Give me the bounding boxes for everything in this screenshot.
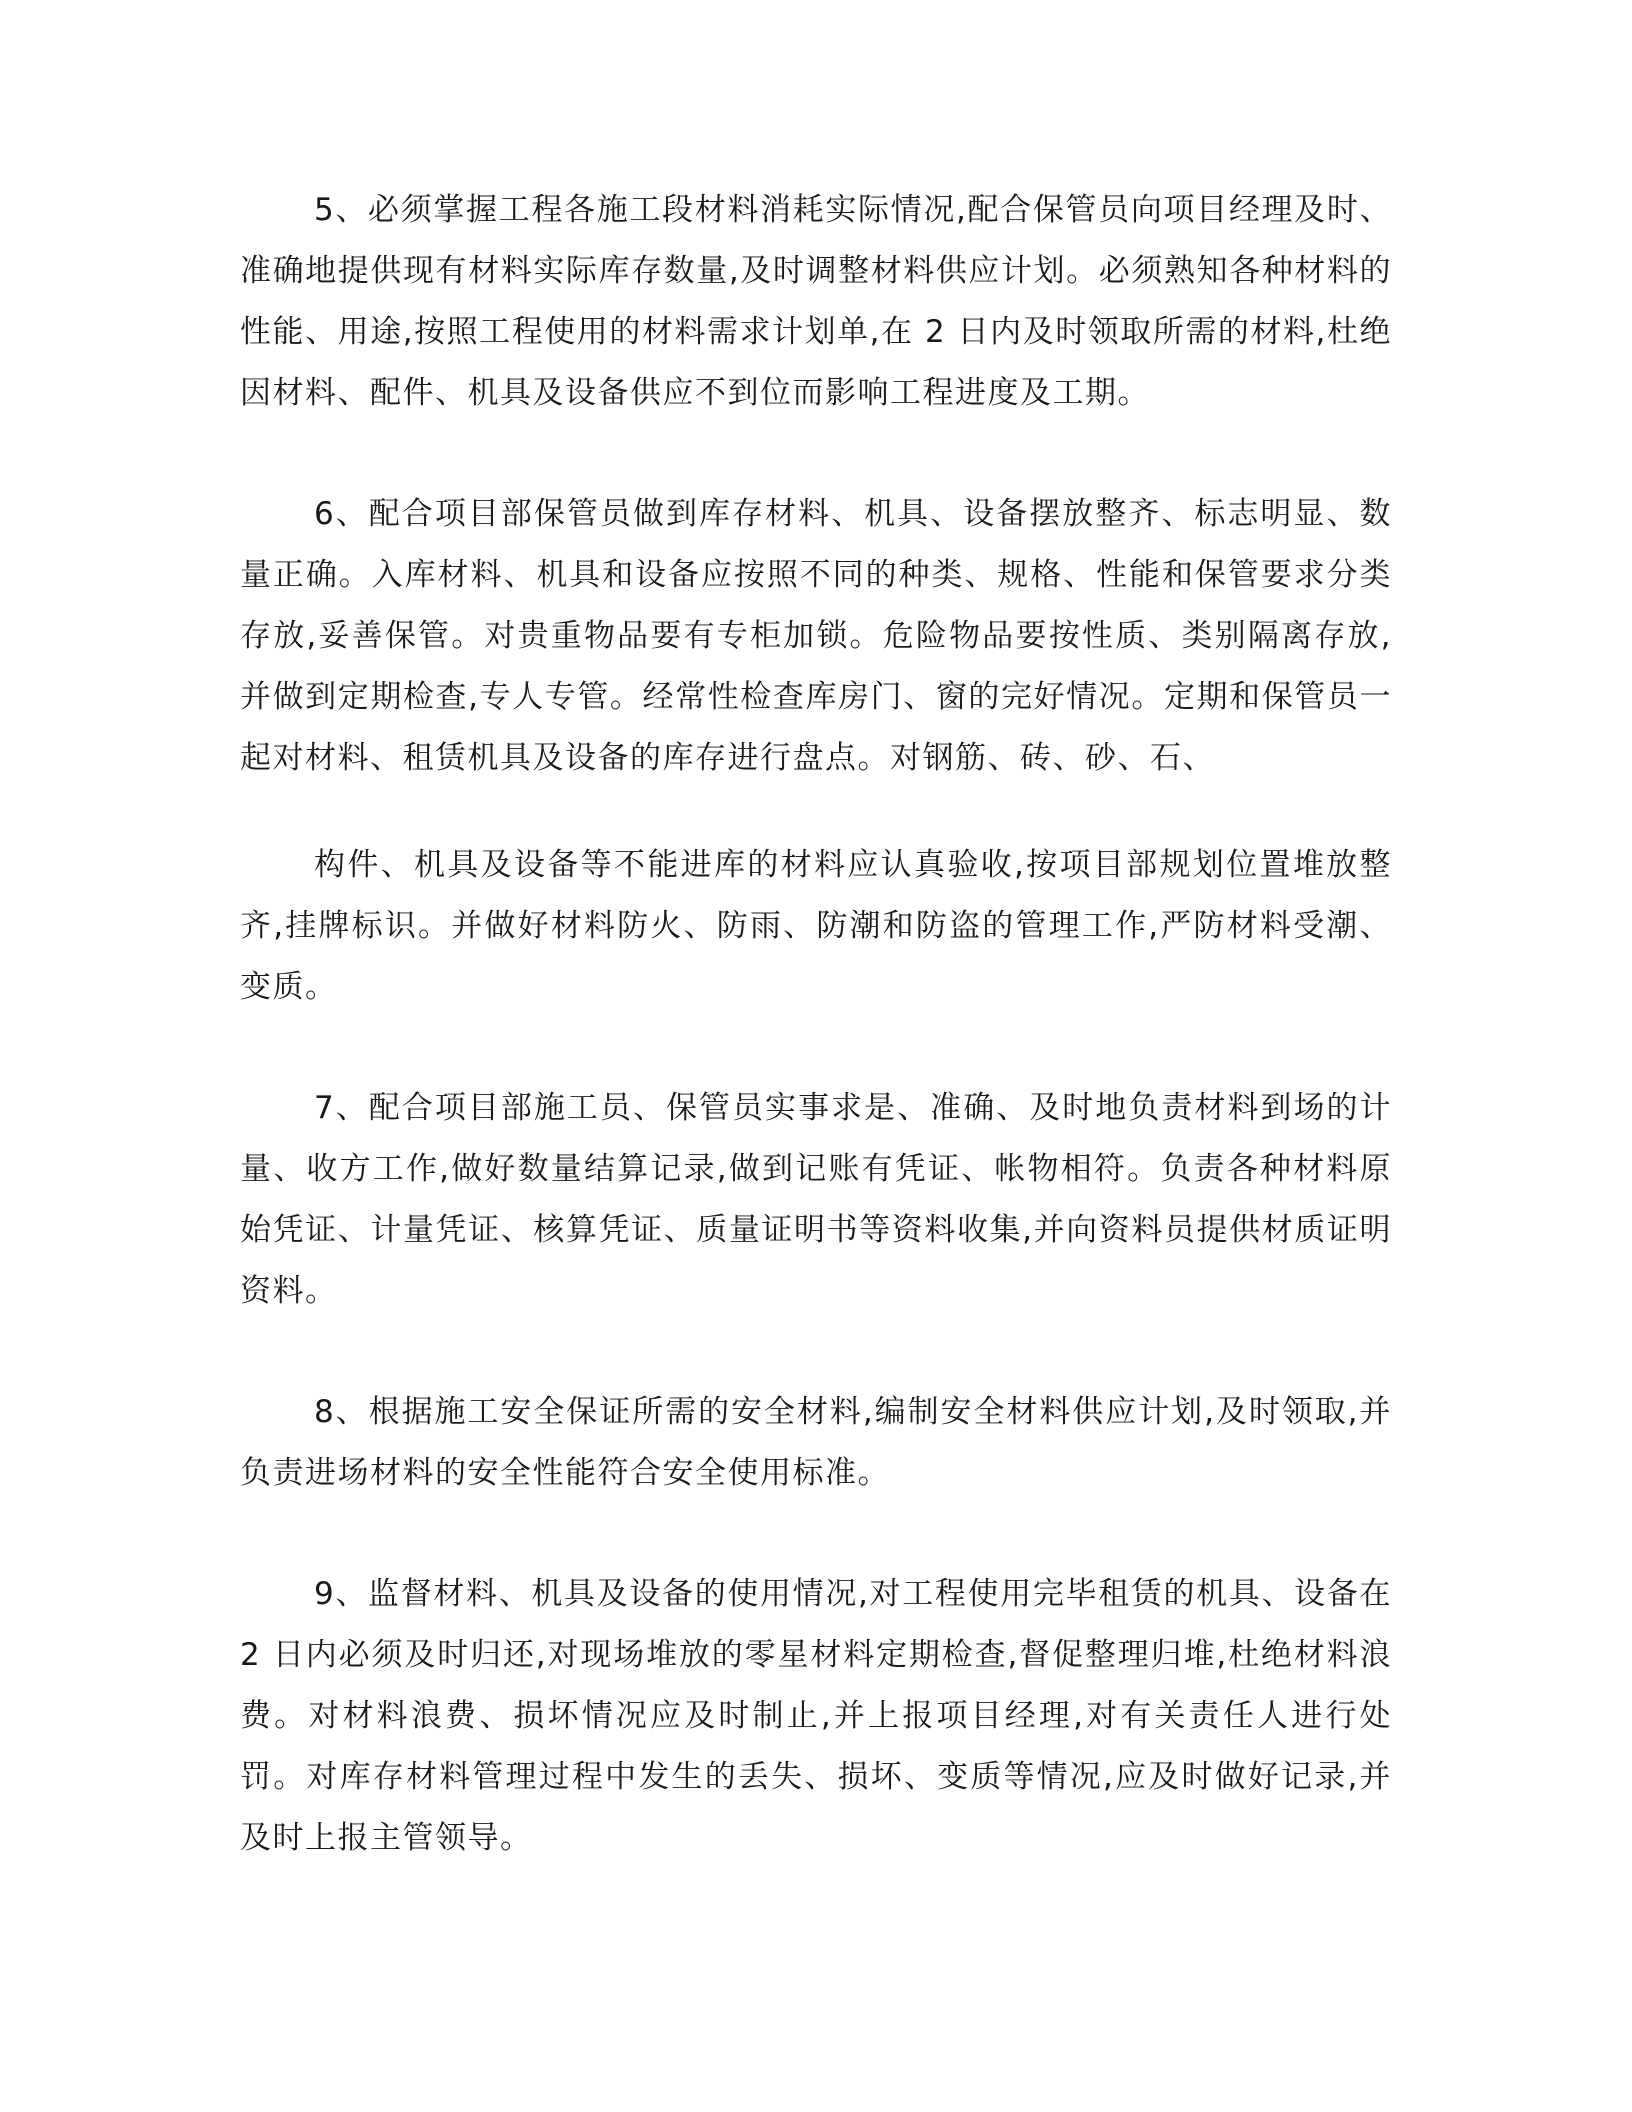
document-body [240, 180, 1392, 1929]
paragraph-5-material-consumption: 5、必须掌握工程各施工段材料消耗实际情况,配合保管员向项目经理及时、准确地提供现有材料实际库存数量,及时调整材料供应计划。必须熟知各种材料的性能、用途,按照工程使用的材料需求计划单,在 2 日内及时领取所需的材料,杜绝因材料、配件、机具及设备供应不到位而影响工程进度及工期。 [240, 192, 1392, 411]
paragraph-8-safety-materials: 8、根据施工安全保证所需的安全材料,编制安全材料供应计划,及时领取,并负责进场材料的安全性能符合安全使用标准。 [240, 1394, 1392, 1491]
paragraph-7-measurement-records: 7、配合项目部施工员、保管员实事求是、准确、及时地负责材料到场的计量、收方工作,做好数量结算记录,做到记账有凭证、帐物相符。负责各种材料原始凭证、计量凭证、核算凭证、质量证明书等资料收集,并向资料员提供材质证明资料。 [240, 1090, 1392, 1309]
paragraph-6-storage-arrangement: 6、配合项目部保管员做到库存材料、机具、设备摆放整齐、标志明显、数量正确。入库材料、机具和设备应按照不同的种类、规格、性能和保管要求分类存放,妥善保管。对贵重物品要有专柜加锁。危险物品要按性质、类别隔离存放,并做到定期检查,专人专管。经常性检查库房门、窗的完好情况。定期和保管员一起对材料、租赁机具及设备的库存进行盘点。对钢筋、砖、砂、石、 [240, 496, 1392, 776]
paragraph-6-continued-outdoor-materials: 构件、机具及设备等不能进库的材料应认真验收,按项目部规划位置堆放整齐,挂牌标识。并做好材料防火、防雨、防潮和防盗的管理工作,严防材料受潮、变质。 [240, 847, 1392, 1005]
paragraph-9-usage-supervision: 9、监督材料、机具及设备的使用情况,对工程使用完毕租赁的机具、设备在2 日内必须及时归还,对现场堆放的零星材料定期检查,督促整理归堆,杜绝材料浪费。对材料浪费、损坏情况应及时制止,并上报项目经理,对有关责任人进行处罚。对库存材料管理过程中发生的丢失、损坏、变质等情况,应及时做好记录,并及时上报主管领导。 [240, 1576, 1392, 1856]
